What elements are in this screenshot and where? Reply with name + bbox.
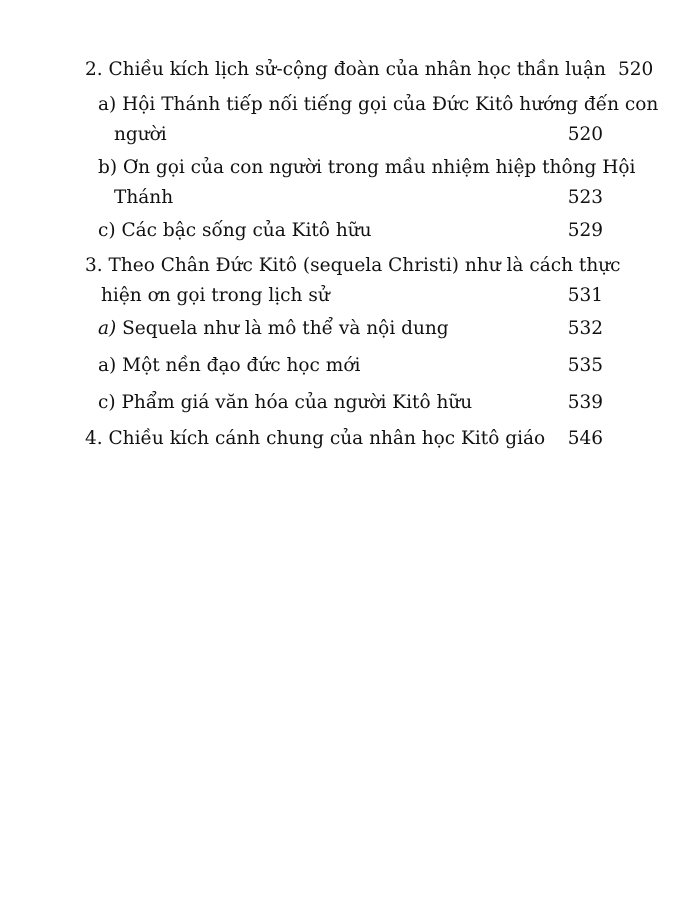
toc-entry-title: c) Các bậc sống của Kitô hữu bbox=[98, 220, 372, 241]
toc-entry-title: 4. Chiều kích cánh chung của nhân học Kitô giáo bbox=[85, 428, 546, 449]
toc-entry-page: 520 bbox=[617, 59, 654, 80]
toc-entry-title-continued: hiện ơn gọi trong lịch sử bbox=[101, 285, 330, 306]
toc-entry[interactable] bbox=[98, 216, 603, 246]
toc-entry-page: 523 bbox=[567, 187, 603, 208]
toc-entry-page: 520 bbox=[567, 124, 603, 145]
toc-entry[interactable] bbox=[98, 90, 659, 150]
toc-entry-title: b) Ơn gọi của con người trong mầu nhiệm hiệp thông Hội bbox=[98, 157, 636, 178]
toc-entry[interactable] bbox=[98, 314, 603, 344]
toc-entry-title-text: Sequela như là mô thể và nội dung bbox=[116, 318, 449, 339]
toc-entry-page: 529 bbox=[567, 220, 603, 241]
toc-entry[interactable] bbox=[85, 424, 603, 454]
toc-entry[interactable] bbox=[98, 388, 603, 418]
toc-entry-page: 539 bbox=[567, 392, 603, 413]
toc-entry-page: 546 bbox=[567, 428, 603, 449]
toc-entry[interactable] bbox=[85, 251, 621, 311]
toc-entry-title bbox=[98, 314, 449, 344]
toc-entry[interactable] bbox=[98, 153, 636, 213]
toc-entry-marker: a) bbox=[98, 318, 117, 339]
toc-entry[interactable] bbox=[85, 55, 654, 85]
toc-entry-title-continued: Thánh bbox=[114, 187, 174, 208]
toc-entry-title: 2. Chiều kích lịch sử-cộng đoàn của nhân học thần luận bbox=[85, 59, 606, 80]
toc-entry-page: 535 bbox=[567, 355, 603, 376]
toc-entry[interactable] bbox=[98, 351, 603, 381]
toc-entry-page: 532 bbox=[567, 318, 603, 339]
toc-entry-title: 3. Theo Chân Đức Kitô (sequela Christi) như là cách thực bbox=[85, 255, 621, 276]
toc-entry-title-continued: người bbox=[114, 124, 167, 145]
toc-entry-title: a) Hội Thánh tiếp nối tiếng gọi của Đức Kitô hướng đến con bbox=[98, 94, 659, 115]
toc-entry-title: a) Một nền đạo đức học mới bbox=[98, 355, 361, 376]
toc-entry-title: c) Phẩm giá văn hóa của người Kitô hữu bbox=[98, 392, 473, 413]
toc-entry-page: 531 bbox=[567, 285, 603, 306]
